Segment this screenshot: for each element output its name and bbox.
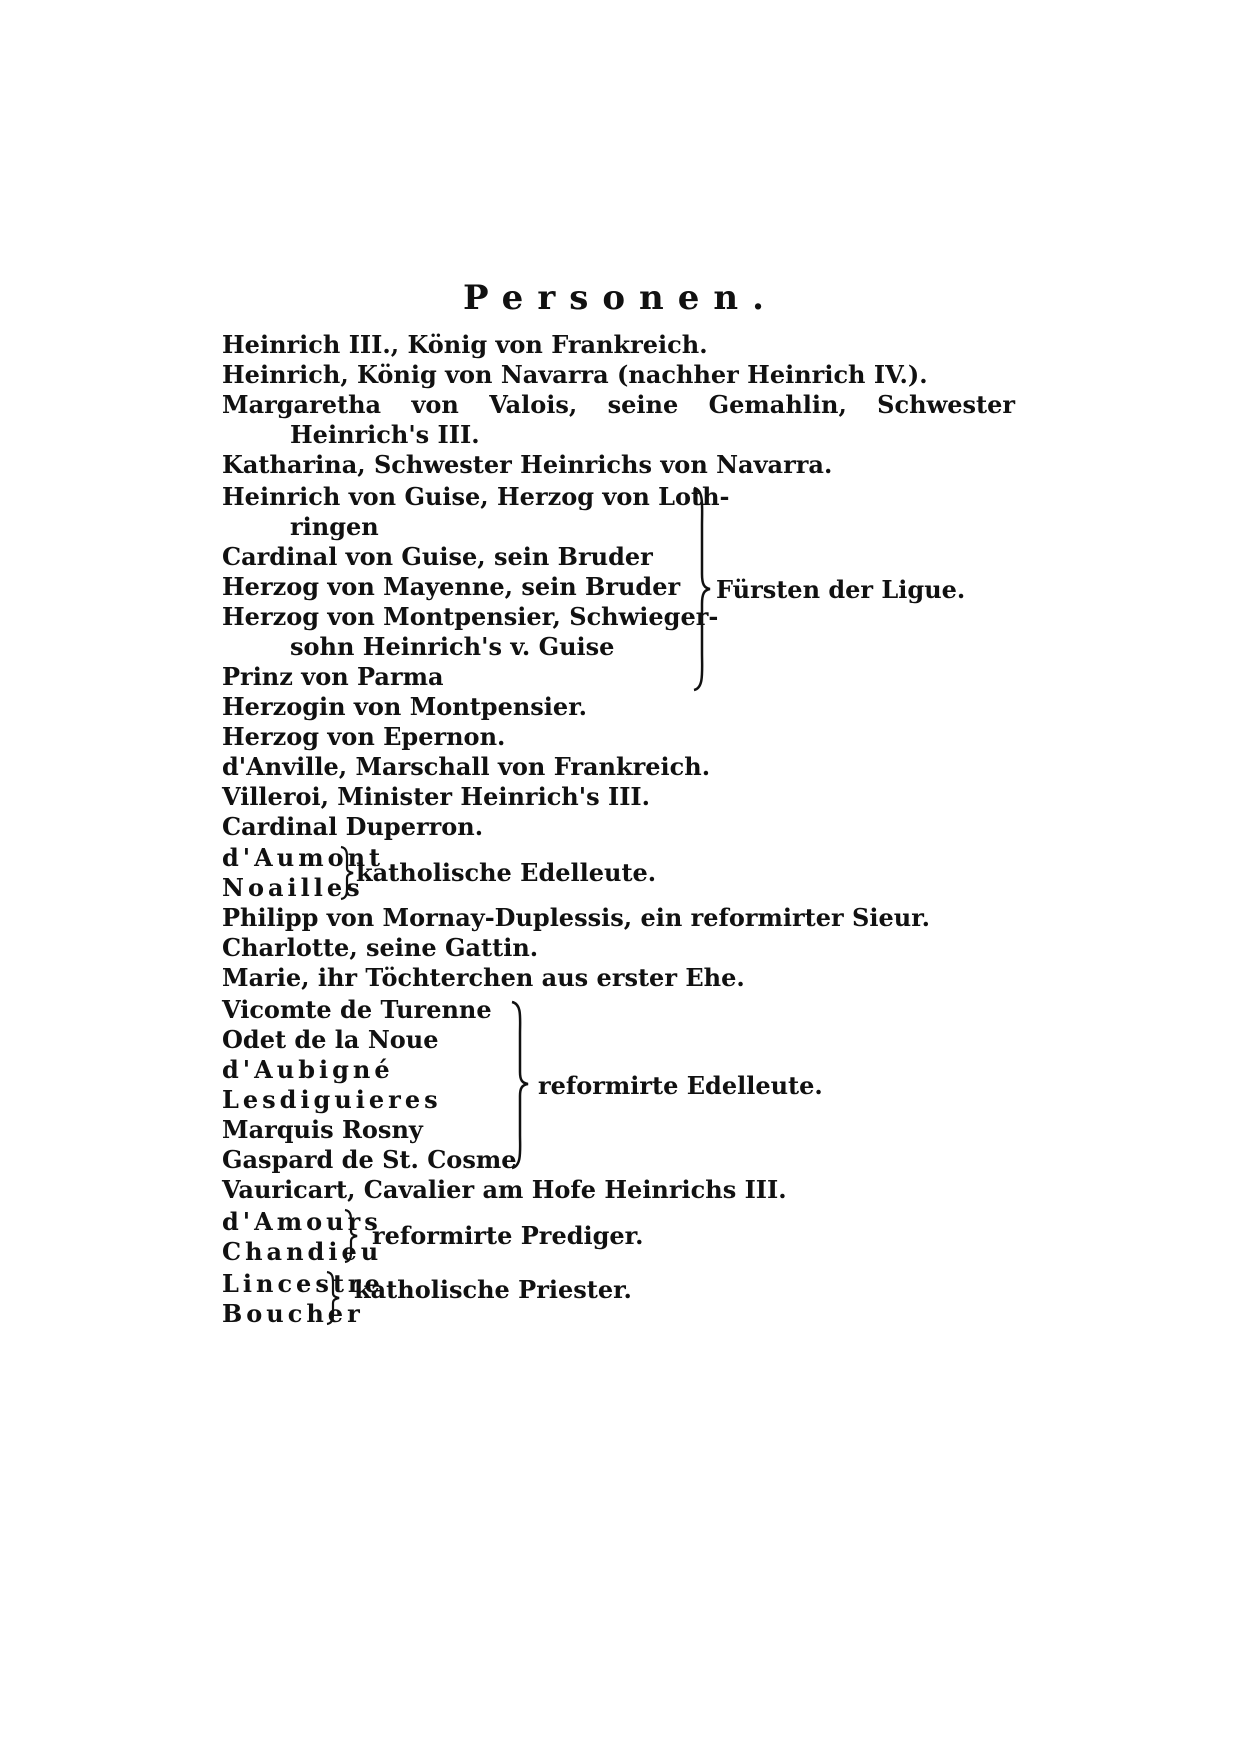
group-label-reformed-preachers: reformirte Prediger. xyxy=(372,1221,644,1250)
entry-heinrich-iii: Heinrich III., König von Frankreich. xyxy=(222,330,708,359)
entry-vauricart: Vauricart, Cavalier am Hofe Heinrichs III. xyxy=(222,1175,787,1204)
entry-cardinal-guise: Cardinal von Guise, sein Bruder xyxy=(222,542,653,571)
group-label-liga: Fürsten der Ligue. xyxy=(716,575,966,604)
entry-marie: Marie, ihr Töchterchen aus erster Ehe. xyxy=(222,963,745,992)
entry-noailles: Noailles xyxy=(222,873,364,902)
entry-margaretha: Margaretha von Valois, seine Gemahlin, Schwester xyxy=(222,390,1016,419)
entry-montpensier-cont: sohn Heinrich's v. Guise xyxy=(290,632,615,661)
entry-daumont: d'Aumont xyxy=(222,843,385,872)
brace-catholic-nobles xyxy=(338,845,356,901)
entry-la-noue: Odet de la Noue xyxy=(222,1025,439,1054)
entry-rosny: Marquis Rosny xyxy=(222,1115,423,1144)
brace-catholic-priests xyxy=(324,1270,342,1326)
entry-turenne: Vicomte de Turenne xyxy=(222,995,492,1024)
entry-mornay: Philipp von Mornay-Duplessis, ein reformirter Sieur. xyxy=(222,903,930,932)
entry-margaretha-cont: Heinrich's III. xyxy=(290,420,480,449)
entry-duperron: Cardinal Duperron. xyxy=(222,812,484,841)
brace-reformed-preachers xyxy=(342,1208,360,1264)
entry-daubigne: d'Aubigné xyxy=(222,1055,394,1084)
entry-danville: d'Anville, Marschall von Frankreich. xyxy=(222,752,711,781)
brace-liga xyxy=(690,486,714,692)
entry-katharina: Katharina, Schwester Heinrichs von Navarra. xyxy=(222,450,833,479)
entry-damours: d'Amours xyxy=(222,1207,382,1236)
entry-mayenne: Herzog von Mayenne, sein Bruder xyxy=(222,572,681,601)
entry-heinrich-guise-cont: ringen xyxy=(290,512,379,541)
entry-charlotte: Charlotte, seine Gattin. xyxy=(222,933,539,962)
entry-epernon: Herzog von Epernon. xyxy=(222,722,506,751)
entry-herzogin-montpensier: Herzogin von Montpensier. xyxy=(222,692,587,721)
brace-reformed-nobles xyxy=(508,1000,532,1170)
entry-boucher: Boucher xyxy=(222,1299,364,1328)
group-label-reformed-nobles: reformirte Edelleute. xyxy=(538,1071,823,1100)
entry-heinrich-guise: Heinrich von Guise, Herzog von Loth- xyxy=(222,482,730,511)
group-label-catholic-priests: katholische Priester. xyxy=(354,1275,632,1304)
entry-villeroi: Villeroi, Minister Heinrich's III. xyxy=(222,782,651,811)
group-label-catholic-nobles: katholische Edelleute. xyxy=(356,858,657,887)
entry-st-cosme: Gaspard de St. Cosme xyxy=(222,1145,517,1174)
entry-chandieu: Chandieu xyxy=(222,1237,383,1266)
entry-montpensier: Herzog von Montpensier, Schwieger- xyxy=(222,602,719,631)
entry-parma: Prinz von Parma xyxy=(222,662,444,691)
page-title: Personen. xyxy=(463,278,778,318)
entry-lincestre: Lincestre xyxy=(222,1269,384,1298)
entry-heinrich-navarra: Heinrich, König von Navarra (nachher Heinrich IV.). xyxy=(222,360,928,389)
entry-lesdiguieres: Lesdiguieres xyxy=(222,1085,442,1114)
